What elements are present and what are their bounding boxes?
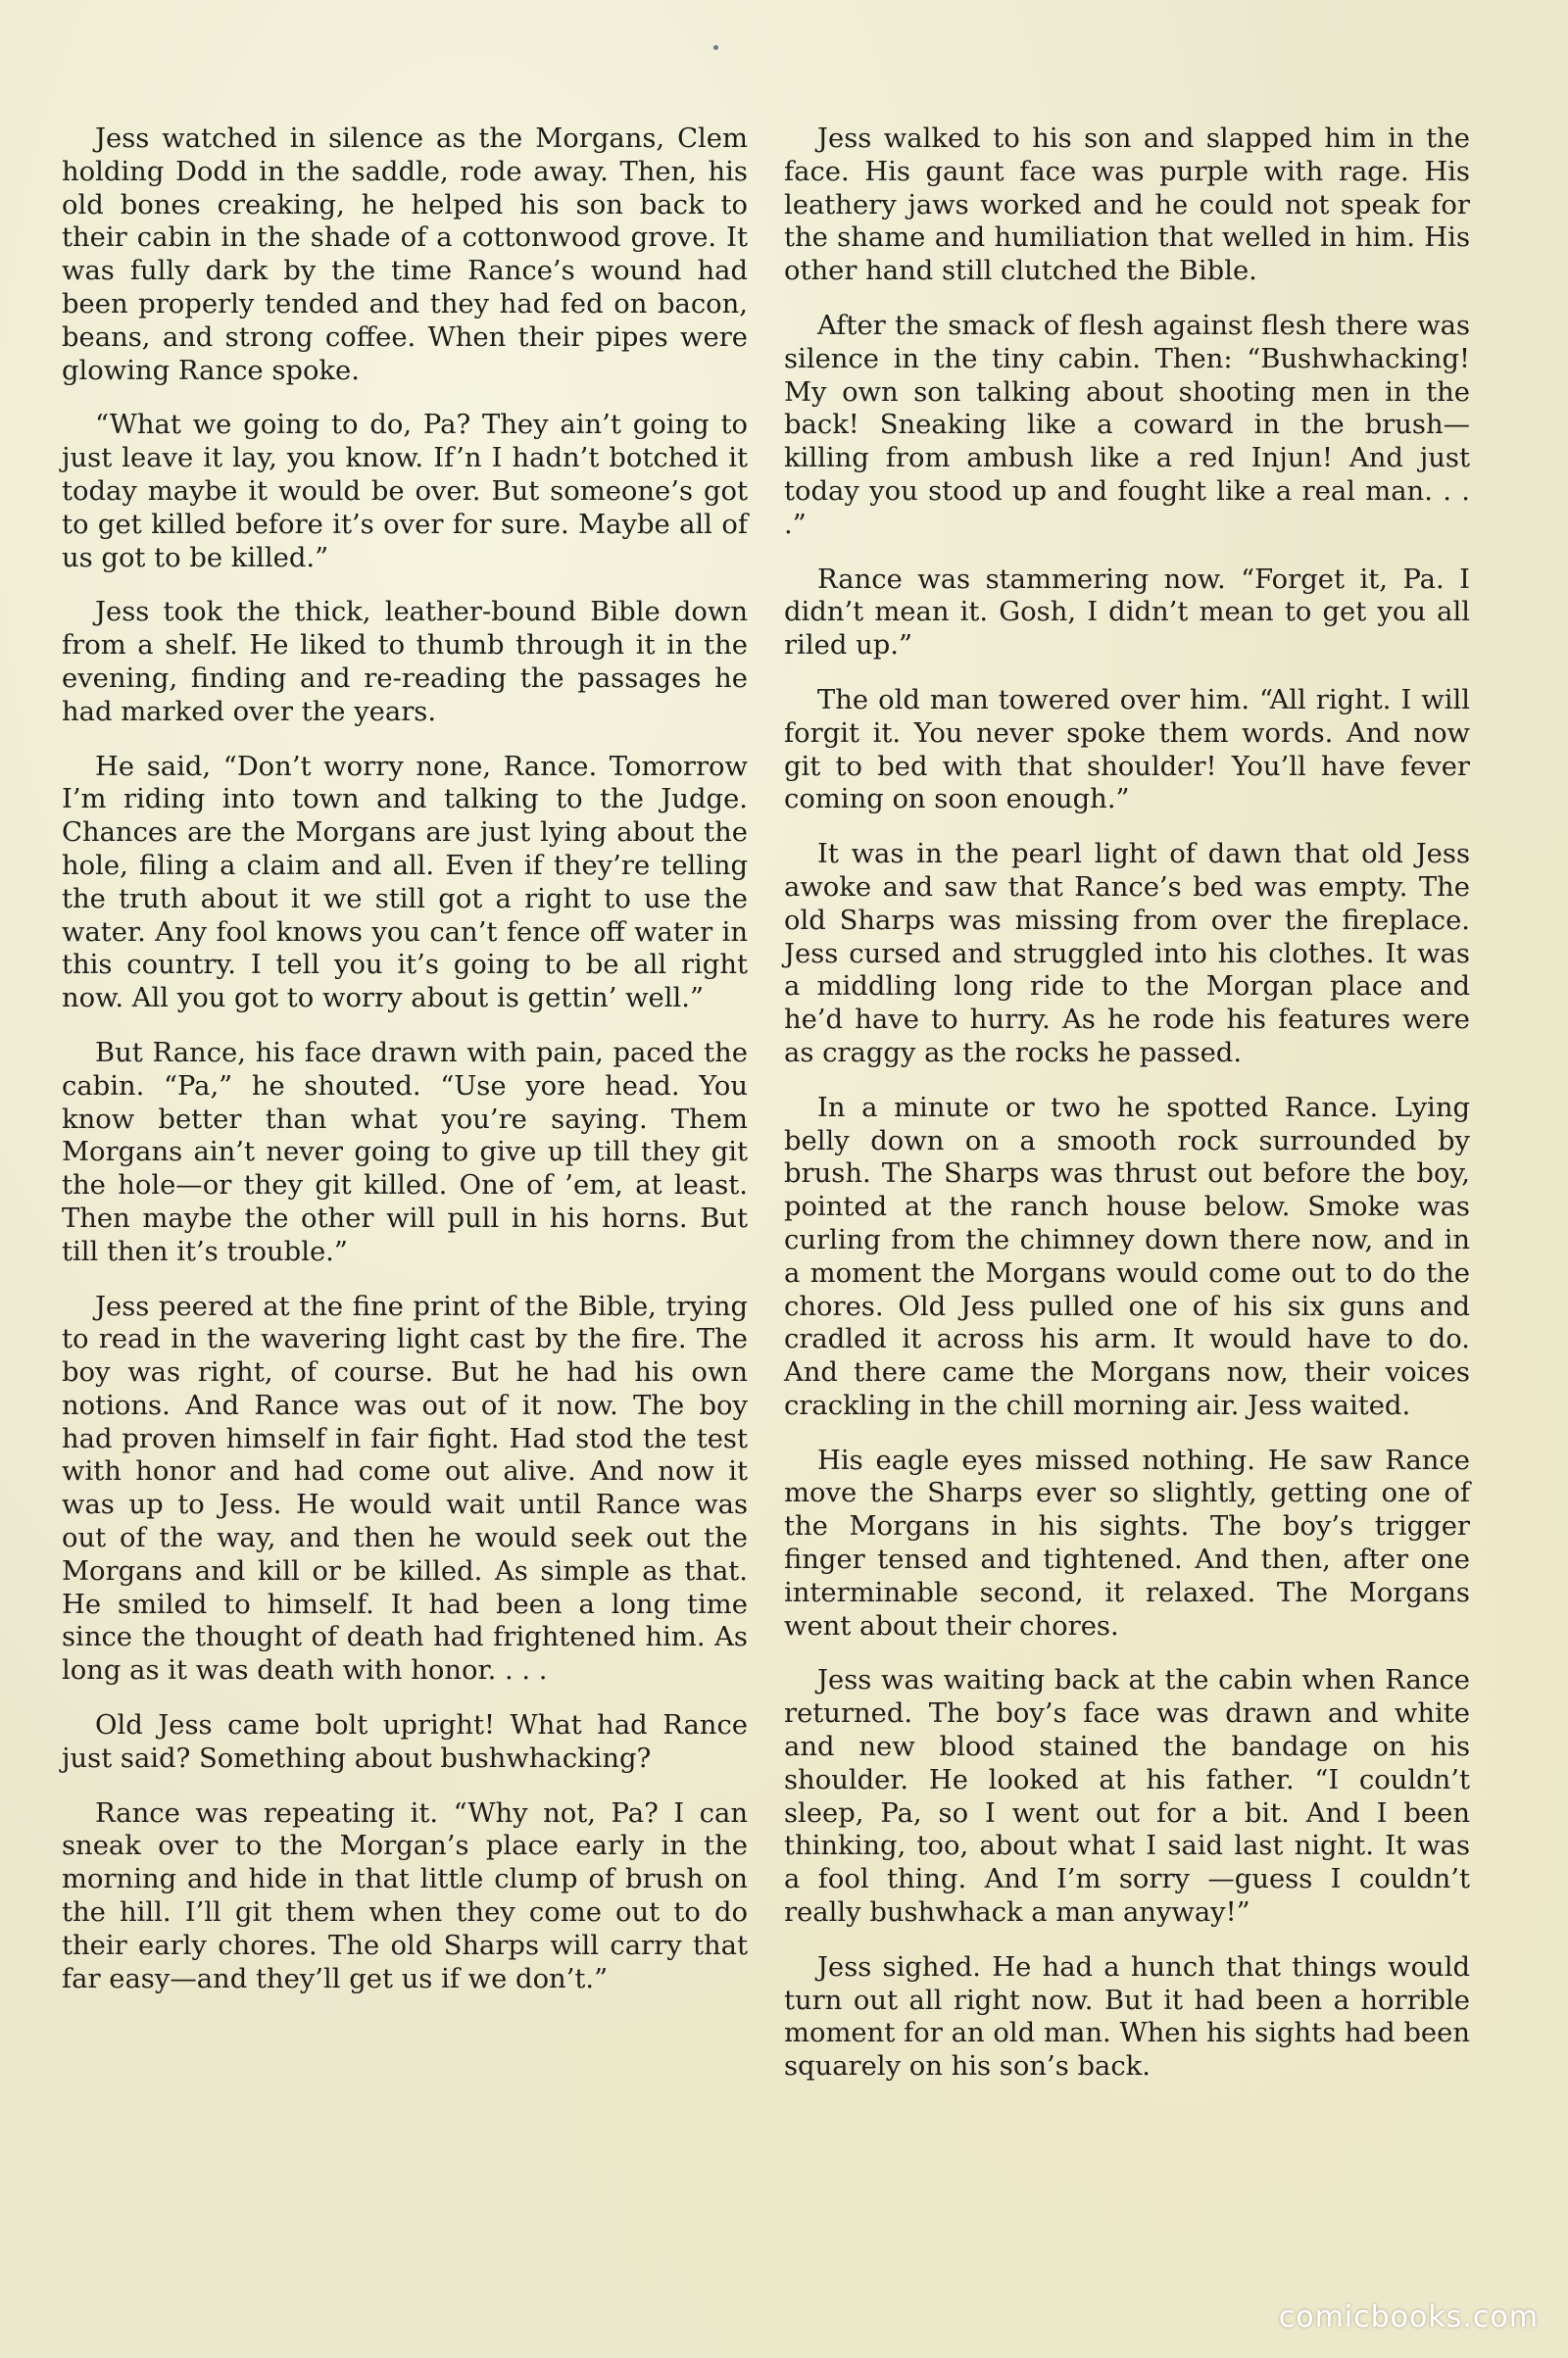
paragraph: Jess was waiting back at the cabin when Rance returned. The boy’s face was drawn and white and new blood stained the bandage on his shoulder. He looked at his father. “I couldn’t sleep, Pa, so I went out for a bit. And I been thinking, too, about what I said last night. It was a fool thing. And I’m sorry —guess I couldn’t really bushwhack a man anyway!”	[784, 1665, 1470, 1929]
paragraph: Jess watched in silence as the Morgans, Clem holding Dodd in the saddle, rode away. Then, his old bones creaking, he helped his son back to their cabin in the shade of a cottonwood grove. It was fully dark by the time Rance’s wound had been properly tended and they had fed on bacon, beans, and strong coffee. When their pipes were glowing Rance spoke.	[62, 123, 748, 386]
paragraph: The old man towered over him. “All right. I will forgit it. You never spoke them words. And now git to bed with that shoulder! You’ll have fever coming on soon enough.”	[784, 684, 1470, 815]
paragraph: “What we going to do, Pa? They ain’t going to just leave it lay, you know. If’n I hadn’t botched it today maybe it would be over. But someone’s got to get killed before it’s over for sure. Maybe all of us got to be killed.”	[62, 410, 748, 573]
paragraph: It was in the pearl light of dawn that old Jess awoke and saw that Rance’s bed was empty. The old Sharps was missing from over the fireplace. Jess cursed and struggled into his clothes. It was a middling long ride to the Morgan place and he’d have to hurry. As he rode his features were as craggy as the rocks he passed.	[784, 839, 1470, 1068]
text-column-right	[784, 123, 1470, 2105]
paragraph: In a minute or two he spotted Rance. Lying belly down on a smooth rock surrounded by brush. The Sharps was thrust out before the boy, pointed at the ranch house below. Smoke was curling from the chimney down there now, and in a moment the Morgans would come out to do the chores. Old Jess pulled one of his six guns and cradled it across his arm. It would have to do. And there came the Morgans now, their voices crackling in the chill morning air. Jess waited.	[784, 1092, 1470, 1421]
paragraph: Rance was stammering now. “Forget it, Pa. I didn’t mean it. Gosh, I didn’t mean to get you all riled up.”	[784, 564, 1470, 662]
paragraph: Jess peered at the fine print of the Bible, trying to read in the wavering light cast by the fire. The boy was right, of course. But he had his own notions. And Rance was out of it now. The boy had proven himself in fair fight. Had stod the test with honor and had come out alive. And now it was up to Jess. He would wait until Rance was out of the way, and then he would seek out the Morgans and kill or be killed. As simple as that. He smiled to himself. It had been a long time since the thought of death had frightened him. As long as it was death with honor. . . .	[62, 1291, 748, 1687]
paragraph: Jess sighed. He had a hunch that things would turn out all right now. But it had been a horrible moment for an old man. When his sights had been squarely on his son’s back.	[784, 1951, 1470, 2083]
paragraph: His eagle eyes missed nothing. He saw Rance move the Sharps ever so slightly, getting one of the Morgans in his sights. The boy’s trigger finger tensed and tightened. And then, after one interminable second, it relaxed. The Morgans went about their chores.	[784, 1445, 1470, 1642]
paragraph: Rance was repeating it. “Why not, Pa? I can sneak over to the Morgan’s place early in the morning and hide in that little clump of brush on the hill. I’ll git them when they come out to do their early chores. The old Sharps will carry that far easy—and they’ll get us if we don’t.”	[62, 1797, 748, 1994]
paragraph: Jess took the thick, leather-bound Bible down from a shelf. He liked to thumb through it in the evening, finding and re-reading the passages he had marked over the years.	[62, 597, 748, 727]
paragraph: After the smack of flesh against flesh there was silence in the tiny cabin. Then: “Bushwhacking! My own son talking about shooting men in the back! Sneaking like a coward in the brush—killing from ambush like a red Injun! And just today you stood up and fought like a real man. . . .”	[784, 310, 1470, 540]
text-column-left	[62, 123, 748, 2017]
paragraph: Jess walked to his son and slapped him in the face. His gaunt face was purple with rage. His leathery jaws worked and he could not speak for the shame and humiliation that welled in him. His other hand still clutched the Bible.	[784, 123, 1470, 287]
paragraph: But Rance, his face drawn with pain, paced the cabin. “Pa,” he shouted. “Use yore head. You know better than what you’re saying. Them Morgans ain’t never going to give up till they git the hole—or they git killed. One of ’em, at least. Then maybe the other will pull in his horns. But till then it’s trouble.”	[62, 1037, 748, 1267]
paragraph: He said, “Don’t worry none, Rance. Tomorrow I’m riding into town and talking to the Judge. Chances are the Morgans are just lying about the hole, filing a claim and all. Even if they’re telling the truth about it we still got a right to use the water. Any fool knows you can’t fence off water in this country. I tell you it’s going to be all right now. All you got to worry about is gettin’ well.”	[62, 751, 748, 1014]
ink-speck	[713, 45, 718, 50]
site-watermark: comicbooks.com	[1278, 2300, 1539, 2334]
paragraph: Old Jess came bolt upright! What had Rance just said? Something about bushwhacking?	[62, 1710, 748, 1774]
